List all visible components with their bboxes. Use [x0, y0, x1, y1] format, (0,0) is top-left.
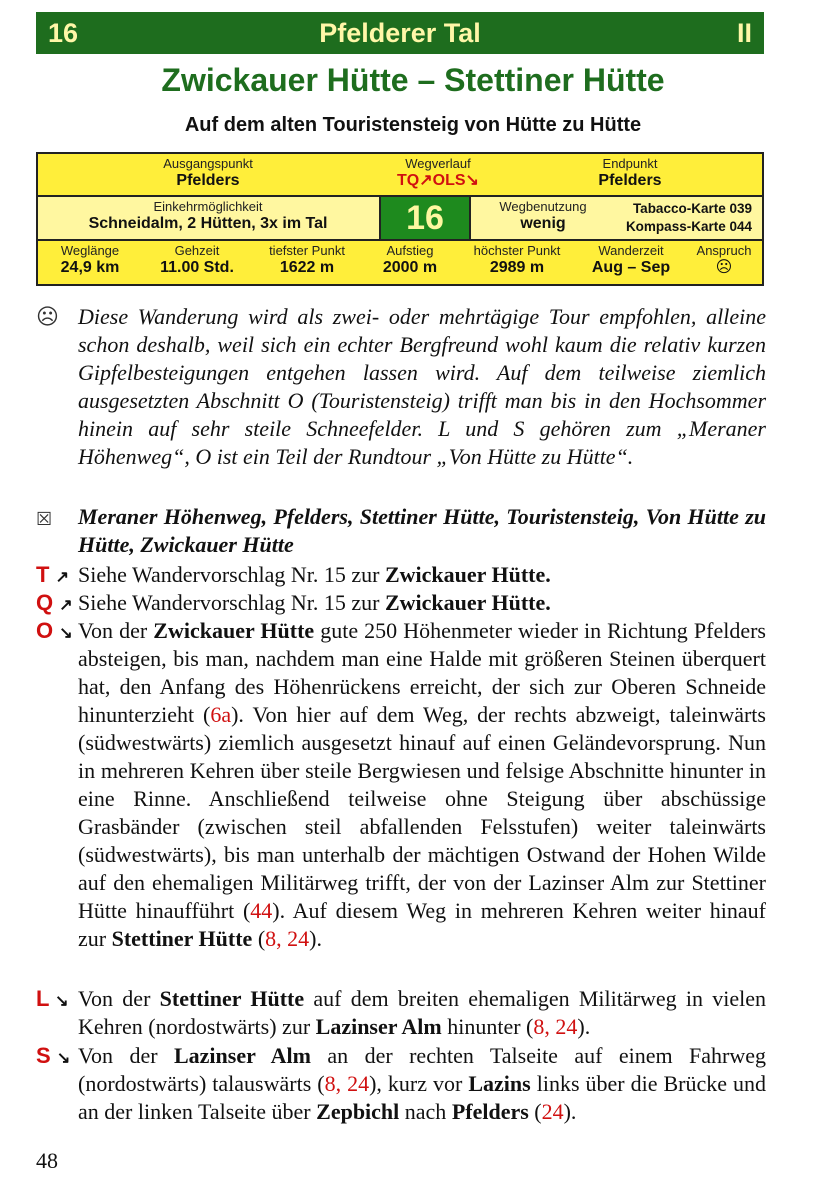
place-name: Pfelders: [451, 1099, 529, 1124]
stat-cell: [38, 241, 142, 284]
text-span: ), kurz vor: [369, 1071, 469, 1096]
stat-cell: [362, 241, 458, 284]
section-q-text: [78, 589, 766, 617]
difficulty-grade: II: [736, 17, 752, 48]
text-span: links über die Brücke und an der linken Talseite über: [78, 1071, 766, 1124]
page-title: Zwickauer Hütte – Stettiner Hütte: [161, 62, 665, 98]
place-name: Stettiner Hütte: [159, 986, 305, 1011]
chapter-banner: [36, 12, 764, 54]
usage-cell: [474, 197, 612, 239]
text-span: (: [528, 1099, 542, 1124]
arrow-down-right-icon: ↘: [55, 993, 69, 1010]
intro-paragraph: Diese Wanderung wird als zwei- oder mehrtägige Tour empfohlen, alleine schon deshalb, weil sich ein echter Bergfreund wohl kaum die relativ kurzen Gipfelbesteigungen entgehen lassen wird. Auf dem teilweise ziemlich ausgesetzten Abschnitt O (Touristensteig) trifft man bis in den Hochsommer hinein auf sehr steile Schneefelder. L und S gehören zum „Meraner Höhenweg“, O ist ein Teil der Rundtour „Von Hütte zu Hütte“.: [78, 304, 766, 469]
text-span: Siehe Wandervorschlag Nr. 15 zur: [78, 562, 385, 587]
section-marker-o: [36, 617, 73, 648]
usage-value: wenig: [520, 215, 566, 232]
text-span: ). Von hier auf dem Weg, der rechts abzweigt, taleinwärts (südwestwärts) ziemlich ausgesetzt hinauf auf einen Geländevorsprung. Nun in mehreren Kehren über steile Bergwiesen und felsige Abschnitte hinunter in eine Rinne. Anschließend teilweise ohne Steigung über abschüssige Grasbänder (zwischen steil abfallenden Felsstufen) weiter taleinwärts (südwestwärts), bis man unterhalb der mächtigen Ostwand der Hohen Wilde auf den ehemaligen Militärweg trifft, der von der Lazinser Alm zur Stettiner Hütte hinaufführt (: [78, 702, 766, 923]
marker-letter: S: [36, 1043, 51, 1068]
section-t-text: [78, 561, 766, 589]
info-row-details: [38, 197, 762, 241]
usage-label: Wegbenutzung: [499, 199, 587, 214]
page-number: 48: [36, 1148, 58, 1173]
route-label: Wegverlauf: [405, 156, 471, 171]
text-span: Von der: [78, 618, 154, 643]
arrow-down-right-icon: ↘: [59, 625, 73, 642]
stat-label: Aufstieg: [386, 243, 434, 258]
place-name: Lazinser Alm: [315, 1014, 442, 1039]
region-name: Pfelderer Tal: [319, 17, 481, 48]
page-subtitle: Auf dem alten Touristensteig von Hütte zu Hütte: [184, 114, 642, 136]
stat-value: 11.00 Std.: [160, 259, 234, 276]
section-l-text: [78, 985, 766, 1041]
marker-letter: L: [36, 986, 50, 1011]
stat-value: 1622 m: [279, 259, 335, 276]
text-span: ). Auf diesem Weg in mehreren Kehren weiter hinauf zur: [78, 898, 766, 951]
section-marker-l: [36, 985, 69, 1016]
stat-cell: [458, 241, 576, 284]
start-label: Ausgangspunkt: [163, 156, 253, 171]
start-value: Pfelders: [176, 172, 240, 189]
stat-label: tiefster Punkt: [269, 243, 345, 258]
arrow-up-right-icon: ↗: [59, 597, 73, 614]
section-o-text: [78, 617, 766, 953]
text-span: Siehe Wandervorschlag Nr. 15 zur: [78, 590, 385, 615]
stat-label: Gehzeit: [174, 243, 220, 258]
place-name: Lazins: [468, 1071, 531, 1096]
end-label: Endpunkt: [602, 156, 658, 171]
stat-cell: [252, 241, 362, 284]
text-span: hinunter (: [441, 1014, 534, 1039]
signpost-icon: ☒: [36, 509, 53, 529]
map-ref: 24: [541, 1099, 564, 1124]
map-ref: 8, 24: [533, 1014, 578, 1039]
stop-cell: [38, 197, 378, 239]
section-marker-t: [36, 561, 69, 592]
text-span: Von der: [78, 1043, 174, 1068]
tour-number: 16: [48, 17, 79, 48]
sad-face-icon: ☹: [36, 304, 59, 329]
section-marker-q: [36, 589, 73, 620]
stat-value: 2989 m: [489, 259, 545, 276]
text-span: ).: [577, 1014, 591, 1039]
sad-face-icon: ☹: [715, 259, 733, 276]
info-row-endpoints: [38, 154, 762, 197]
stat-label: Anspruch: [696, 243, 752, 258]
place-name: Zwickauer Hütte: [153, 618, 315, 643]
arrow-down-right-icon: ↘: [56, 1050, 71, 1067]
place-name: Stettiner Hütte: [111, 926, 253, 951]
stat-value: 24,9 km: [60, 259, 120, 276]
text-span: auf dem breiten ehemaligen Militärweg in vielen Kehren (nordostwärts) zur: [78, 986, 766, 1039]
place-name: Lazinser Alm: [173, 1043, 311, 1068]
place-name: Zwickauer Hütte.: [384, 590, 551, 615]
route-value: TQ↗OLS↘: [397, 172, 479, 189]
stat-value: 2000 m: [382, 259, 438, 276]
start-cell: [38, 154, 378, 195]
text-span: Von der: [78, 986, 160, 1011]
route-cell: [378, 154, 498, 195]
stat-value: Aug – Sep: [591, 259, 671, 276]
marker-letter: Q: [36, 590, 54, 615]
text-span: ).: [309, 926, 322, 951]
stat-cell: [576, 241, 686, 284]
map-ref: 6a: [210, 702, 232, 727]
place-name: Zwickauer Hütte.: [384, 562, 551, 587]
stat-label: Wanderzeit: [598, 243, 664, 258]
tour-number-box: 16: [379, 197, 471, 239]
map-ref: 44: [250, 898, 273, 923]
section-s-text: [78, 1042, 766, 1126]
map-reference-1: Tabacco-Karte 039: [632, 201, 752, 216]
stop-label: Einkehrmöglichkeit: [153, 199, 263, 214]
arrow-up-right-icon: ↗: [55, 569, 69, 586]
text-span: gute 250 Höhenmeter wieder in Richtung Pfelders absteigen, bis man, nachdem man eine Halde mit größeren Steinen überquert hat, den Anfang des Höhenrückens erreicht, der sich zur Oberen Schneide hinunterzieht (: [78, 618, 766, 727]
text-span: nach: [399, 1099, 452, 1124]
section-marker-s: [36, 1042, 70, 1073]
tour-info-table: [36, 152, 764, 286]
stat-label: Weglänge: [60, 243, 120, 258]
signposts-paragraph: Meraner Höhenweg, Pfelders, Stettiner Hütte, Touristensteig, Von Hütte zu Hütte, Zwickauer Hütte: [78, 504, 766, 557]
text-span: an der rechten Talseite auf einem Fahrweg (nordostwärts) talauswärts (: [78, 1043, 767, 1096]
stat-label: höchster Punkt: [473, 243, 561, 258]
map-reference-2: Kompass-Karte 044: [625, 219, 752, 234]
map-ref: 8, 24: [265, 926, 310, 951]
map-ref: 8, 24: [324, 1071, 370, 1096]
end-cell: [498, 154, 762, 195]
info-row-stats: [38, 241, 762, 284]
text-span: (: [252, 926, 266, 951]
end-value: Pfelders: [598, 172, 662, 189]
place-name: Zepbichl: [316, 1099, 400, 1124]
text-span: ).: [563, 1099, 577, 1124]
stat-cell: [142, 241, 252, 284]
marker-letter: O: [36, 618, 54, 643]
marker-letter: T: [36, 562, 50, 587]
stop-value: Schneidalm, 2 Hütten, 3x im Tal: [88, 215, 328, 232]
stat-cell: [686, 241, 762, 284]
